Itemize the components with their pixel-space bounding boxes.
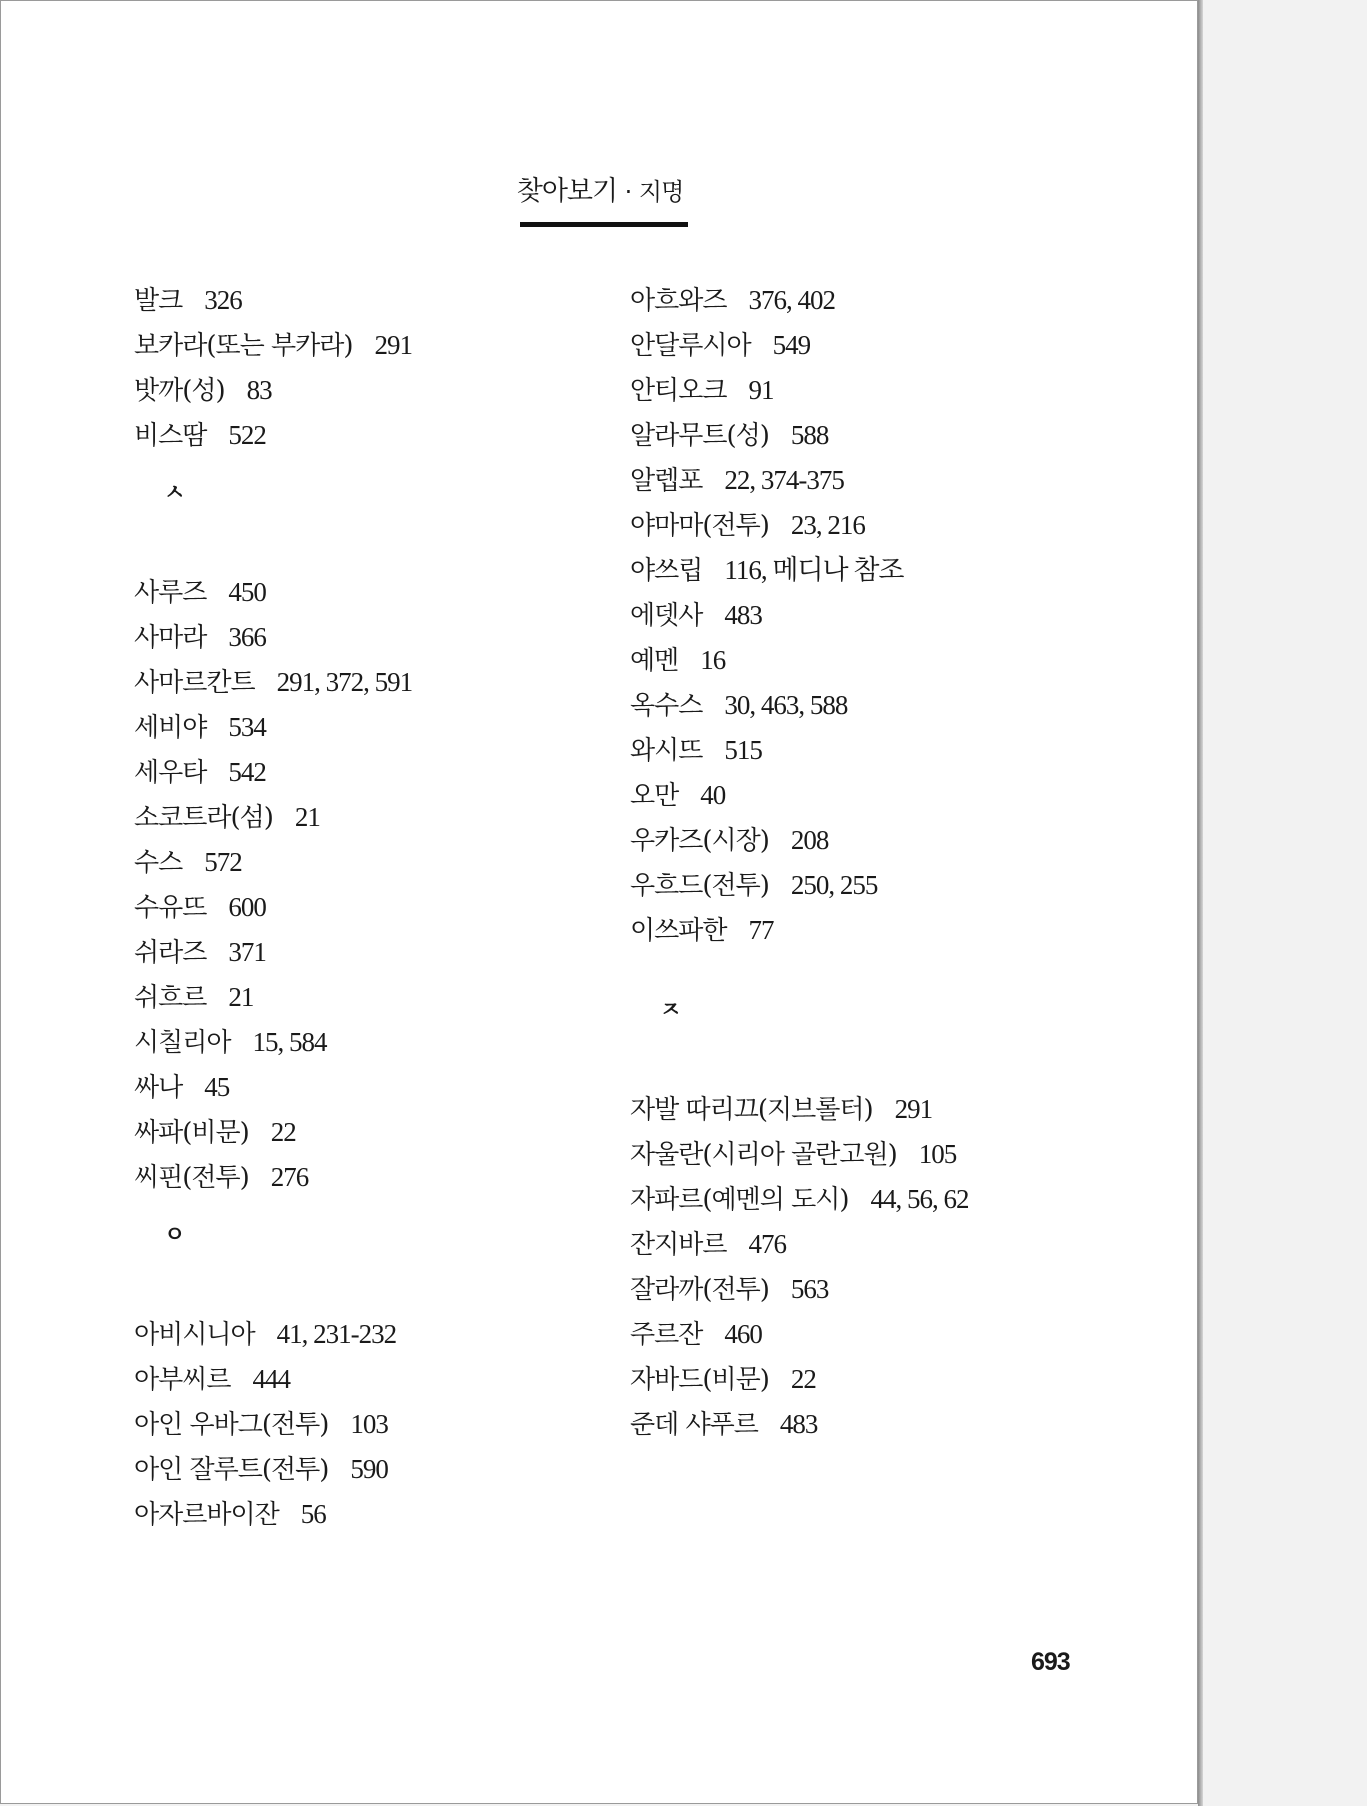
index-entry: 시칠리아 15, 584 xyxy=(134,1027,327,1058)
page-title xyxy=(1,175,1199,209)
section-letter-s: ㅅ xyxy=(164,481,186,506)
index-entry: 자바드(비문) 22 xyxy=(630,1364,816,1395)
index-entry: 쉬흐르 21 xyxy=(134,982,254,1013)
index-entry: 잘라까(전투) 563 xyxy=(630,1274,829,1305)
index-entry: 밧까(성) 83 xyxy=(134,375,272,406)
index-entry: 자발 따리끄(지브롤터) 291 xyxy=(630,1094,933,1125)
index-entry: 소코트라(섬) 21 xyxy=(134,802,320,833)
index-entry: 싸나 45 xyxy=(134,1072,230,1103)
index-entry: 세비야 534 xyxy=(134,712,266,743)
index-entry: 야쓰립 116, 메디나 참조 xyxy=(630,555,904,586)
index-entry: 우카즈(시장) 208 xyxy=(630,825,829,856)
index-entry: 야마마(전투) 23, 216 xyxy=(630,510,865,541)
index-entry: 싸파(비문) 22 xyxy=(134,1117,296,1148)
index-entry: 에뎃사 483 xyxy=(630,600,762,631)
index-entry: 와시뜨 515 xyxy=(630,735,762,766)
page-edge-shadow xyxy=(1198,0,1203,1806)
index-entry: 사루즈 450 xyxy=(134,577,266,608)
index-entry: 수스 572 xyxy=(134,847,242,878)
index-entry: 수유뜨 600 xyxy=(134,892,266,923)
index-column-right xyxy=(630,281,968,1450)
index-entry: 사마라 366 xyxy=(134,622,266,653)
index-entry: 자울란(시리아 골란고원) 105 xyxy=(630,1139,957,1170)
title-separator: · xyxy=(624,178,632,206)
index-entry: 알라무트(성) 588 xyxy=(630,420,829,451)
index-entry: 아인 잘루트(전투) 590 xyxy=(134,1454,388,1485)
index-entry: 자파르(예멘의 도시) 44, 56, 62 xyxy=(630,1184,969,1215)
index-column-left xyxy=(134,281,412,1540)
index-entry: 알렙포 22, 374-375 xyxy=(630,465,844,496)
index-entry: 주르잔 460 xyxy=(630,1319,762,1350)
index-entry: 비스땀 522 xyxy=(134,420,266,451)
index-entry: 예멘 16 xyxy=(630,645,726,676)
index-entry: 안달루시아 549 xyxy=(630,330,811,361)
index-entry: 사마르칸트 291, 372, 591 xyxy=(134,667,413,698)
index-entry: 씨핀(전투) 276 xyxy=(134,1162,309,1193)
index-entry: 이쓰파한 77 xyxy=(630,915,774,946)
index-entry: 준데 샤푸르 483 xyxy=(630,1409,818,1440)
section-letter-j: ㅈ xyxy=(660,998,682,1023)
title-main: 찾아보기 xyxy=(516,176,618,207)
index-entry: 안티오크 91 xyxy=(630,375,774,406)
index-entry: 아흐와즈 376, 402 xyxy=(630,285,835,316)
index-entry: 잔지바르 476 xyxy=(630,1229,786,1260)
index-entry: 아인 우바그(전투) 103 xyxy=(134,1409,388,1440)
index-entry: 아자르바이잔 56 xyxy=(134,1499,326,1530)
index-entry: 옥수스 30, 463, 588 xyxy=(630,690,848,721)
title-underline xyxy=(520,222,688,227)
index-entry: 아부씨르 444 xyxy=(134,1364,290,1395)
index-entry: 세우타 542 xyxy=(134,757,266,788)
page-number: 693 xyxy=(1031,1648,1070,1676)
index-entry: 쉬라즈 371 xyxy=(134,937,266,968)
title-subtitle: 지명 xyxy=(638,178,684,206)
index-entry: 우흐드(전투) 250, 255 xyxy=(630,870,878,901)
index-entry: 발크 326 xyxy=(134,285,242,316)
index-entry: 아비시니아 41, 231-232 xyxy=(134,1319,397,1350)
section-letter-o: ㅇ xyxy=(164,1223,186,1248)
index-entry: 보카라(또는 부카라) 291 xyxy=(134,330,412,361)
index-entry: 오만 40 xyxy=(630,780,726,811)
